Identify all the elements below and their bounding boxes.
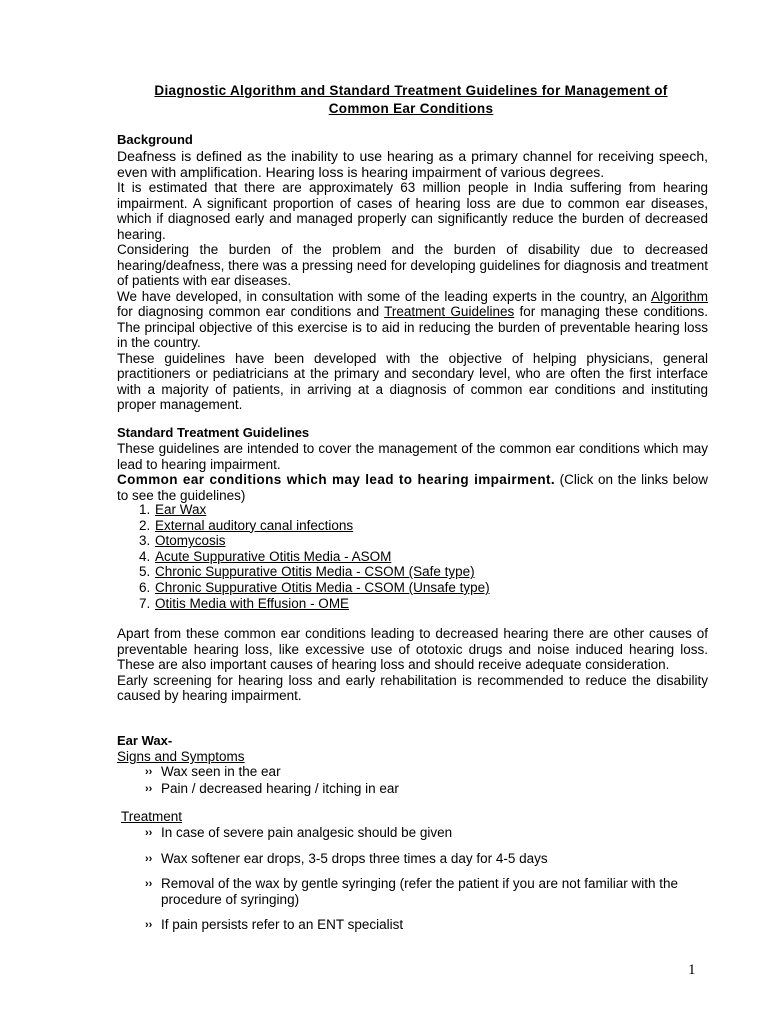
bullet-icon: ›› xyxy=(145,878,153,890)
list-item xyxy=(139,533,490,549)
conditions-list xyxy=(139,502,490,611)
treatment-list xyxy=(145,917,705,934)
item-number: 2. xyxy=(139,517,151,533)
bullet-icon: ›› xyxy=(145,919,153,931)
condition-link-ear-wax[interactable]: Ear Wax xyxy=(155,502,207,517)
sign-text: Pain / decreased hearing / itching in ear xyxy=(161,780,399,796)
background-paragraph-1: Deafness is defined as the inability to use hearing as a primary channel for receiving speech, even with amplification. Hearing loss is hearing impairment of various degrees. xyxy=(117,148,708,180)
earwax-heading: Ear Wax- xyxy=(117,733,173,748)
p4-text-c: for managing these conditions. The principal objective of this exercise is to aid in reducing the burden of preventable hearing loss in the country. xyxy=(117,304,708,350)
bullet-icon: ›› xyxy=(145,782,153,795)
condition-link-csom-safe[interactable]: Chronic Suppurative Otitis Media - CSOM (Safe type) xyxy=(155,564,475,580)
title-line-1: Diagnostic Algorithm and Standard Treatment Guidelines for Management of xyxy=(154,83,668,98)
item-number: 4. xyxy=(139,548,151,564)
list-item xyxy=(139,596,490,612)
background-heading: Background xyxy=(117,132,193,147)
signs-list xyxy=(145,764,705,797)
stg-paragraph-2 xyxy=(117,472,708,503)
signs-heading: Signs and Symptoms xyxy=(117,749,245,764)
condition-link-csom-unsafe[interactable]: Chronic Suppurative Otitis Media - CSOM (Unsafe type) xyxy=(155,579,490,595)
condition-link-otomycosis[interactable]: Otomycosis xyxy=(155,533,226,549)
bullet-icon: ›› xyxy=(145,827,153,839)
background-paragraph-3: Considering the burden of the problem and the burden of disability due to decreased hearing/deafness, there was a pressing need for developing guidelines for diagnosis and treatment of patients with ear diseases. xyxy=(117,242,708,288)
treatment-text: In case of severe pain analgesic should be given xyxy=(161,825,453,840)
treatment-guidelines-link[interactable]: Treatment Guidelines xyxy=(384,304,515,319)
treatment-text: Wax softener ear drops, 3-5 drops three times a day for 4-5 days xyxy=(161,851,548,866)
list-item xyxy=(145,764,705,781)
stg-paragraph-2-rest: (Click on the links below to see the guidelines) xyxy=(117,472,709,503)
list-item xyxy=(139,580,490,596)
item-number: 1. xyxy=(139,502,151,517)
page-number: 1 xyxy=(688,962,696,978)
background-section xyxy=(117,149,708,413)
stg-section xyxy=(117,441,708,503)
list-item xyxy=(139,502,490,518)
document-title xyxy=(110,82,712,118)
treatment-list xyxy=(145,876,700,907)
item-number: 5. xyxy=(139,564,151,580)
condition-link-ome[interactable]: Otitis Media with Effusion - OME xyxy=(155,595,350,611)
list-item xyxy=(139,518,490,534)
treatment-list xyxy=(145,851,705,868)
list-item xyxy=(139,549,490,565)
item-number: 3. xyxy=(139,533,151,549)
other-causes-section xyxy=(117,626,708,704)
sign-text: Wax seen in the ear xyxy=(161,764,281,779)
treatment-list xyxy=(145,825,705,842)
stg-paragraph-3: Apart from these common ear conditions leading to decreased hearing there are other causes of preventable hearing loss, like excessive use of ototoxic drugs and noise induced hearing loss. These are also important causes of hearing loss and should receive adequate consideration. xyxy=(117,626,708,672)
list-item xyxy=(145,825,705,842)
bullet-icon: ›› xyxy=(145,853,153,865)
condition-link-external-canal[interactable]: External auditory canal infections xyxy=(155,517,354,533)
list-item xyxy=(145,876,700,907)
item-number: 6. xyxy=(139,579,151,595)
item-number: 7. xyxy=(139,595,151,611)
background-paragraph-4 xyxy=(117,289,708,351)
p4-text-a: We have developed, in consultation with some of the leading experts in the country, an xyxy=(117,288,651,304)
bullet-icon: ›› xyxy=(145,766,153,778)
stg-bold-lead: Common ear conditions which may lead to hearing impairment. xyxy=(117,472,556,487)
list-item xyxy=(139,564,490,580)
background-paragraph-5: These guidelines have been developed with the objective of helping physicians, general practitioners or pediatricians at the primary and secondary level, who are often the first interface with a majority of patients, in arriving at a diagnosis of common ear conditions and instituting proper management. xyxy=(117,350,708,412)
list-item xyxy=(145,781,705,798)
stg-heading: Standard Treatment Guidelines xyxy=(117,425,310,440)
list-item xyxy=(145,851,705,868)
p4-text-b: for diagnosing common ear conditions and xyxy=(117,304,385,319)
treatment-text: If pain persists refer to an ENT specialist xyxy=(161,917,404,932)
algorithm-link[interactable]: Algorithm xyxy=(650,288,708,304)
stg-paragraph-1: These guidelines are intended to cover the management of the common ear conditions which may lead to hearing impairment. xyxy=(117,441,708,472)
background-paragraph-2: It is estimated that there are approximately 63 million people in India suffering from hearing impairment. A significant proportion of cases of hearing loss are due to common ear diseases, which if diagnosed early and managed properly can significantly reduce the burden of decreased hearing. xyxy=(117,180,708,242)
title-line-2: Common Ear Conditions xyxy=(328,101,494,116)
condition-link-asom[interactable]: Acute Suppurative Otitis Media - ASOM xyxy=(155,548,392,564)
list-item xyxy=(145,917,705,934)
treatment-heading: Treatment xyxy=(121,809,183,824)
treatment-text: Removal of the wax by gentle syringing (refer the patient if you are not familiar with the procedure of syringing) xyxy=(161,876,679,907)
stg-paragraph-4: Early screening for hearing loss and early rehabilitation is recommended to reduce the disability caused by hearing impairment. xyxy=(117,672,708,703)
